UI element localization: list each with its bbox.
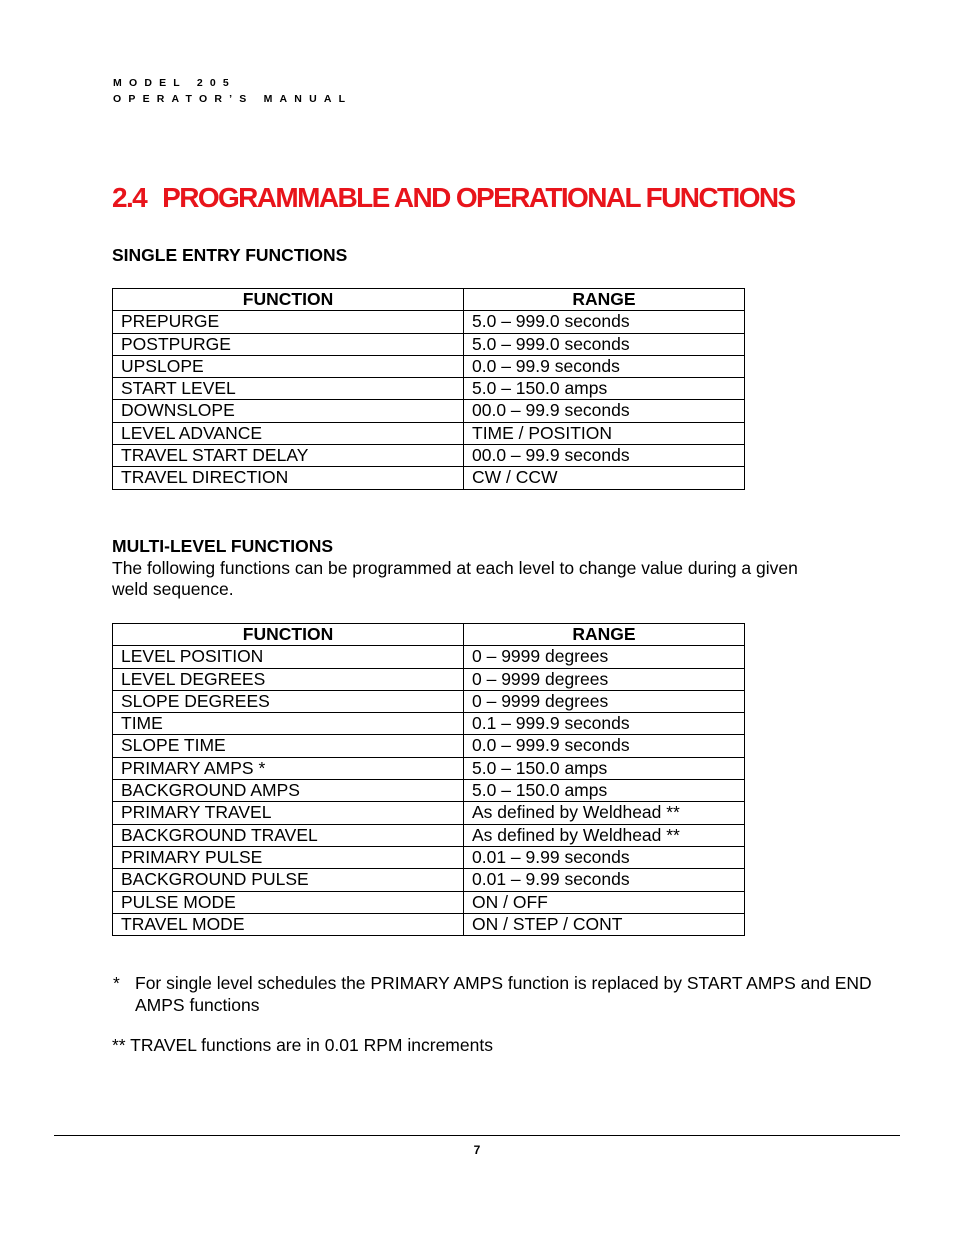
table-row (113, 891, 745, 913)
function-cell: START LEVEL (113, 378, 464, 400)
function-cell: PULSE MODE (113, 891, 464, 913)
range-cell: 0.1 – 999.9 seconds (464, 713, 745, 735)
column-header-range: RANGE (464, 289, 745, 311)
function-cell: LEVEL DEGREES (113, 668, 464, 690)
function-cell: PRIMARY AMPS * (113, 757, 464, 779)
range-cell: 00.0 – 99.9 seconds (464, 445, 745, 467)
range-cell: 0 – 9999 degrees (464, 646, 745, 668)
range-cell: 00.0 – 99.9 seconds (464, 400, 745, 422)
function-cell: LEVEL POSITION (113, 646, 464, 668)
table-row (113, 646, 745, 668)
single-entry-heading: SINGLE ENTRY FUNCTIONS (112, 245, 348, 265)
section-title-text: PROGRAMMABLE AND OPERATIONAL FUNCTIONS (162, 182, 795, 213)
footnote-primary-amps: For single level schedules the PRIMARY AMPS function is replaced by START AMPS and END AMPS functions (135, 973, 872, 1015)
function-cell: BACKGROUND PULSE (113, 869, 464, 891)
table-row (113, 846, 745, 868)
table-row (113, 355, 745, 377)
table-header-row (113, 289, 745, 311)
footer-divider (54, 1135, 900, 1136)
manual-model-header: MODEL 205 (113, 77, 236, 89)
function-cell: TRAVEL MODE (113, 913, 464, 935)
range-cell: As defined by Weldhead ** (464, 802, 745, 824)
function-cell: TIME (113, 713, 464, 735)
table-row (113, 824, 745, 846)
function-cell: PRIMARY PULSE (113, 846, 464, 868)
single-entry-table (112, 288, 745, 490)
range-cell: 5.0 – 999.0 seconds (464, 333, 745, 355)
range-cell: CW / CCW (464, 467, 745, 489)
range-cell: As defined by Weldhead ** (464, 824, 745, 846)
range-cell: 5.0 – 150.0 amps (464, 757, 745, 779)
table-row (113, 802, 745, 824)
footnote-asterisk: * (113, 973, 120, 993)
multi-level-table (112, 623, 745, 936)
table-header-row (113, 624, 745, 646)
page-number: 7 (473, 1143, 481, 1157)
range-cell: TIME / POSITION (464, 422, 745, 444)
function-cell: LEVEL ADVANCE (113, 422, 464, 444)
function-cell: DOWNSLOPE (113, 400, 464, 422)
table-row (113, 780, 745, 802)
table-row (113, 735, 745, 757)
range-cell: 0.0 – 999.9 seconds (464, 735, 745, 757)
table-row (113, 690, 745, 712)
section-number: 2.4 (112, 182, 147, 213)
column-header-range: RANGE (464, 624, 745, 646)
range-cell: ON / OFF (464, 891, 745, 913)
table-row (113, 311, 745, 333)
section-title (112, 178, 795, 218)
table-row (113, 400, 745, 422)
function-cell: BACKGROUND AMPS (113, 780, 464, 802)
function-cell: TRAVEL DIRECTION (113, 467, 464, 489)
range-cell: 5.0 – 999.0 seconds (464, 311, 745, 333)
multi-level-heading: MULTI-LEVEL FUNCTIONS (112, 536, 334, 556)
function-cell: SLOPE TIME (113, 735, 464, 757)
range-cell: 0.01 – 9.99 seconds (464, 869, 745, 891)
table-row (113, 445, 745, 467)
table-row (113, 467, 745, 489)
table-row (113, 422, 745, 444)
range-cell: 0.01 – 9.99 seconds (464, 846, 745, 868)
table-row (113, 378, 745, 400)
function-cell: TRAVEL START DELAY (113, 445, 464, 467)
multi-level-description: The following functions can be programmed at each level to change value during a given weld sequence. (112, 558, 798, 599)
multi-level-rows (113, 646, 745, 936)
function-cell: UPSLOPE (113, 355, 464, 377)
range-cell: 0.0 – 99.9 seconds (464, 355, 745, 377)
column-header-function: FUNCTION (113, 624, 464, 646)
function-cell: POSTPURGE (113, 333, 464, 355)
table-row (113, 668, 745, 690)
table-row (113, 333, 745, 355)
single-entry-rows (113, 311, 745, 489)
table-row (113, 913, 745, 935)
function-cell: SLOPE DEGREES (113, 690, 464, 712)
footnote-travel: ** TRAVEL functions are in 0.01 RPM increments (112, 1035, 493, 1055)
range-cell: 0 – 9999 degrees (464, 690, 745, 712)
table-row (113, 713, 745, 735)
range-cell: 0 – 9999 degrees (464, 668, 745, 690)
table-row (113, 869, 745, 891)
function-cell: PRIMARY TRAVEL (113, 802, 464, 824)
manual-title-header: OPERATOR’S MANUAL (113, 93, 353, 105)
function-cell: BACKGROUND TRAVEL (113, 824, 464, 846)
range-cell: 5.0 – 150.0 amps (464, 378, 745, 400)
table-row (113, 757, 745, 779)
range-cell: 5.0 – 150.0 amps (464, 780, 745, 802)
function-cell: PREPURGE (113, 311, 464, 333)
range-cell: ON / STEP / CONT (464, 913, 745, 935)
column-header-function: FUNCTION (113, 289, 464, 311)
